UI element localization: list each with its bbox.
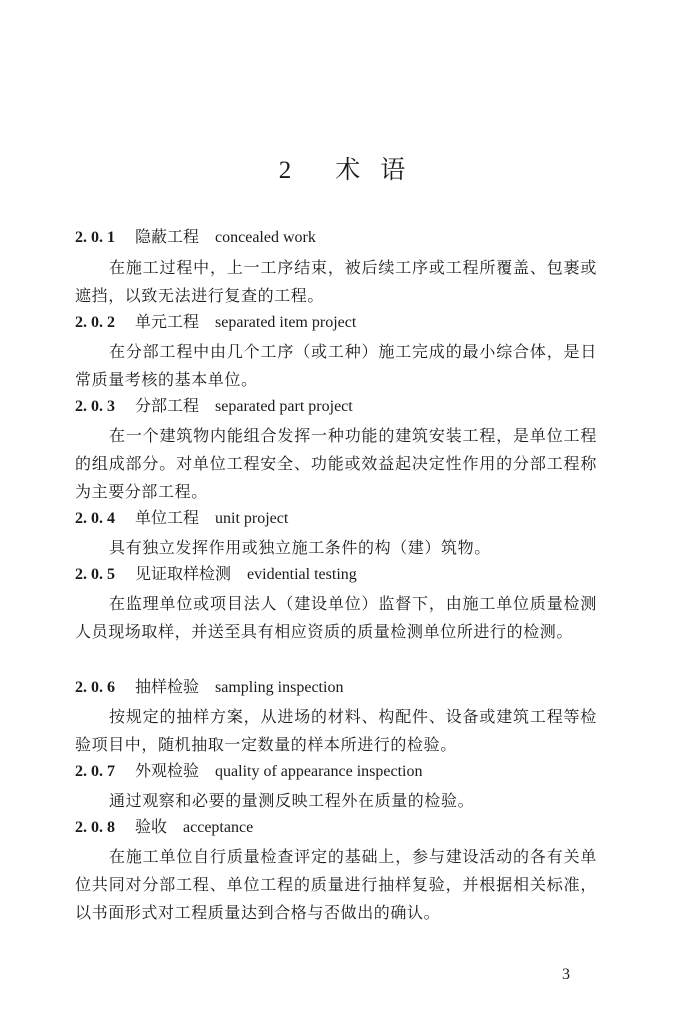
term-heading [75,508,615,529]
term-number: 2. 0. 3 [75,398,115,415]
term-number: 2. 0. 7 [75,763,115,780]
term-definition: 在分部工程中由几个工序（或工种）施工完成的最小综合体，是日常质量考核的基本单位。 [75,342,597,389]
term-number: 2. 0. 4 [75,510,115,527]
chapter-title: 术 语 [335,155,412,184]
term-english: unit project [215,510,289,527]
term-heading [75,564,615,585]
term-number: 2. 0. 2 [75,314,115,331]
term-heading [75,312,615,333]
term-english: quality of appearance inspection [215,763,423,780]
term-heading [75,677,615,698]
term-heading [75,817,615,838]
term-number: 2. 0. 1 [75,229,115,246]
term-english: sampling inspection [215,679,344,696]
term-chinese: 分部工程 [135,396,200,415]
term-definition: 在监理单位或项目法人（建设单位）监督下，由施工单位质量检测人员现场取样，并送至具有相应资质的质量检测单位所进行的检测。 [75,594,597,641]
term-definition: 按规定的抽样方案，从进场的材料、构配件、设备或建筑工程等检验项目中，随机抽取一定数量的样本所进行的检验。 [75,707,597,754]
term-number: 2. 0. 6 [75,679,115,696]
term-english: concealed work [215,229,316,246]
term-definition: 在一个建筑物内能组合发挥一种功能的建筑安装工程，是单位工程的组成部分。对单位工程安全、功能或效益起决定性作用的分部工程称为主要分部工程。 [75,426,597,501]
term-definition: 在施工单位自行质量检查评定的基础上，参与建设活动的各有关单位共同对分部工程、单位工程的质量进行抽样复验，并根据相关标准，以书面形式对工程质量达到合格与否做出的确认。 [75,847,597,922]
page-number: 3 [562,966,570,983]
term-chinese: 见证取样检测 [135,564,232,583]
term-english: separated item project [215,314,357,331]
term-english: acceptance [183,819,254,836]
term-number: 2. 0. 8 [75,819,115,836]
chapter-number: 2 [278,157,298,184]
term-english: evidential testing [247,566,357,583]
chapter-heading [0,150,690,186]
term-definition: 具有独立发挥作用或独立施工条件的构（建）筑物。 [109,538,491,557]
term-heading [75,396,615,417]
term-number: 2. 0. 5 [75,566,115,583]
term-definition: 在施工过程中，上一工序结束，被后续工序或工程所覆盖、包裹或遮挡，以致无法进行复查的工程。 [75,258,597,305]
term-chinese: 抽样检验 [135,677,200,696]
term-chinese: 隐蔽工程 [135,227,200,246]
term-chinese: 单元工程 [135,312,200,331]
term-heading [75,761,615,782]
term-heading [75,227,615,248]
term-chinese: 单位工程 [135,508,200,527]
term-definition: 通过观察和必要的量测反映工程外在质量的检验。 [109,791,475,810]
term-chinese: 外观检验 [135,761,200,780]
term-chinese: 验收 [135,817,168,836]
term-english: separated part project [215,398,353,415]
